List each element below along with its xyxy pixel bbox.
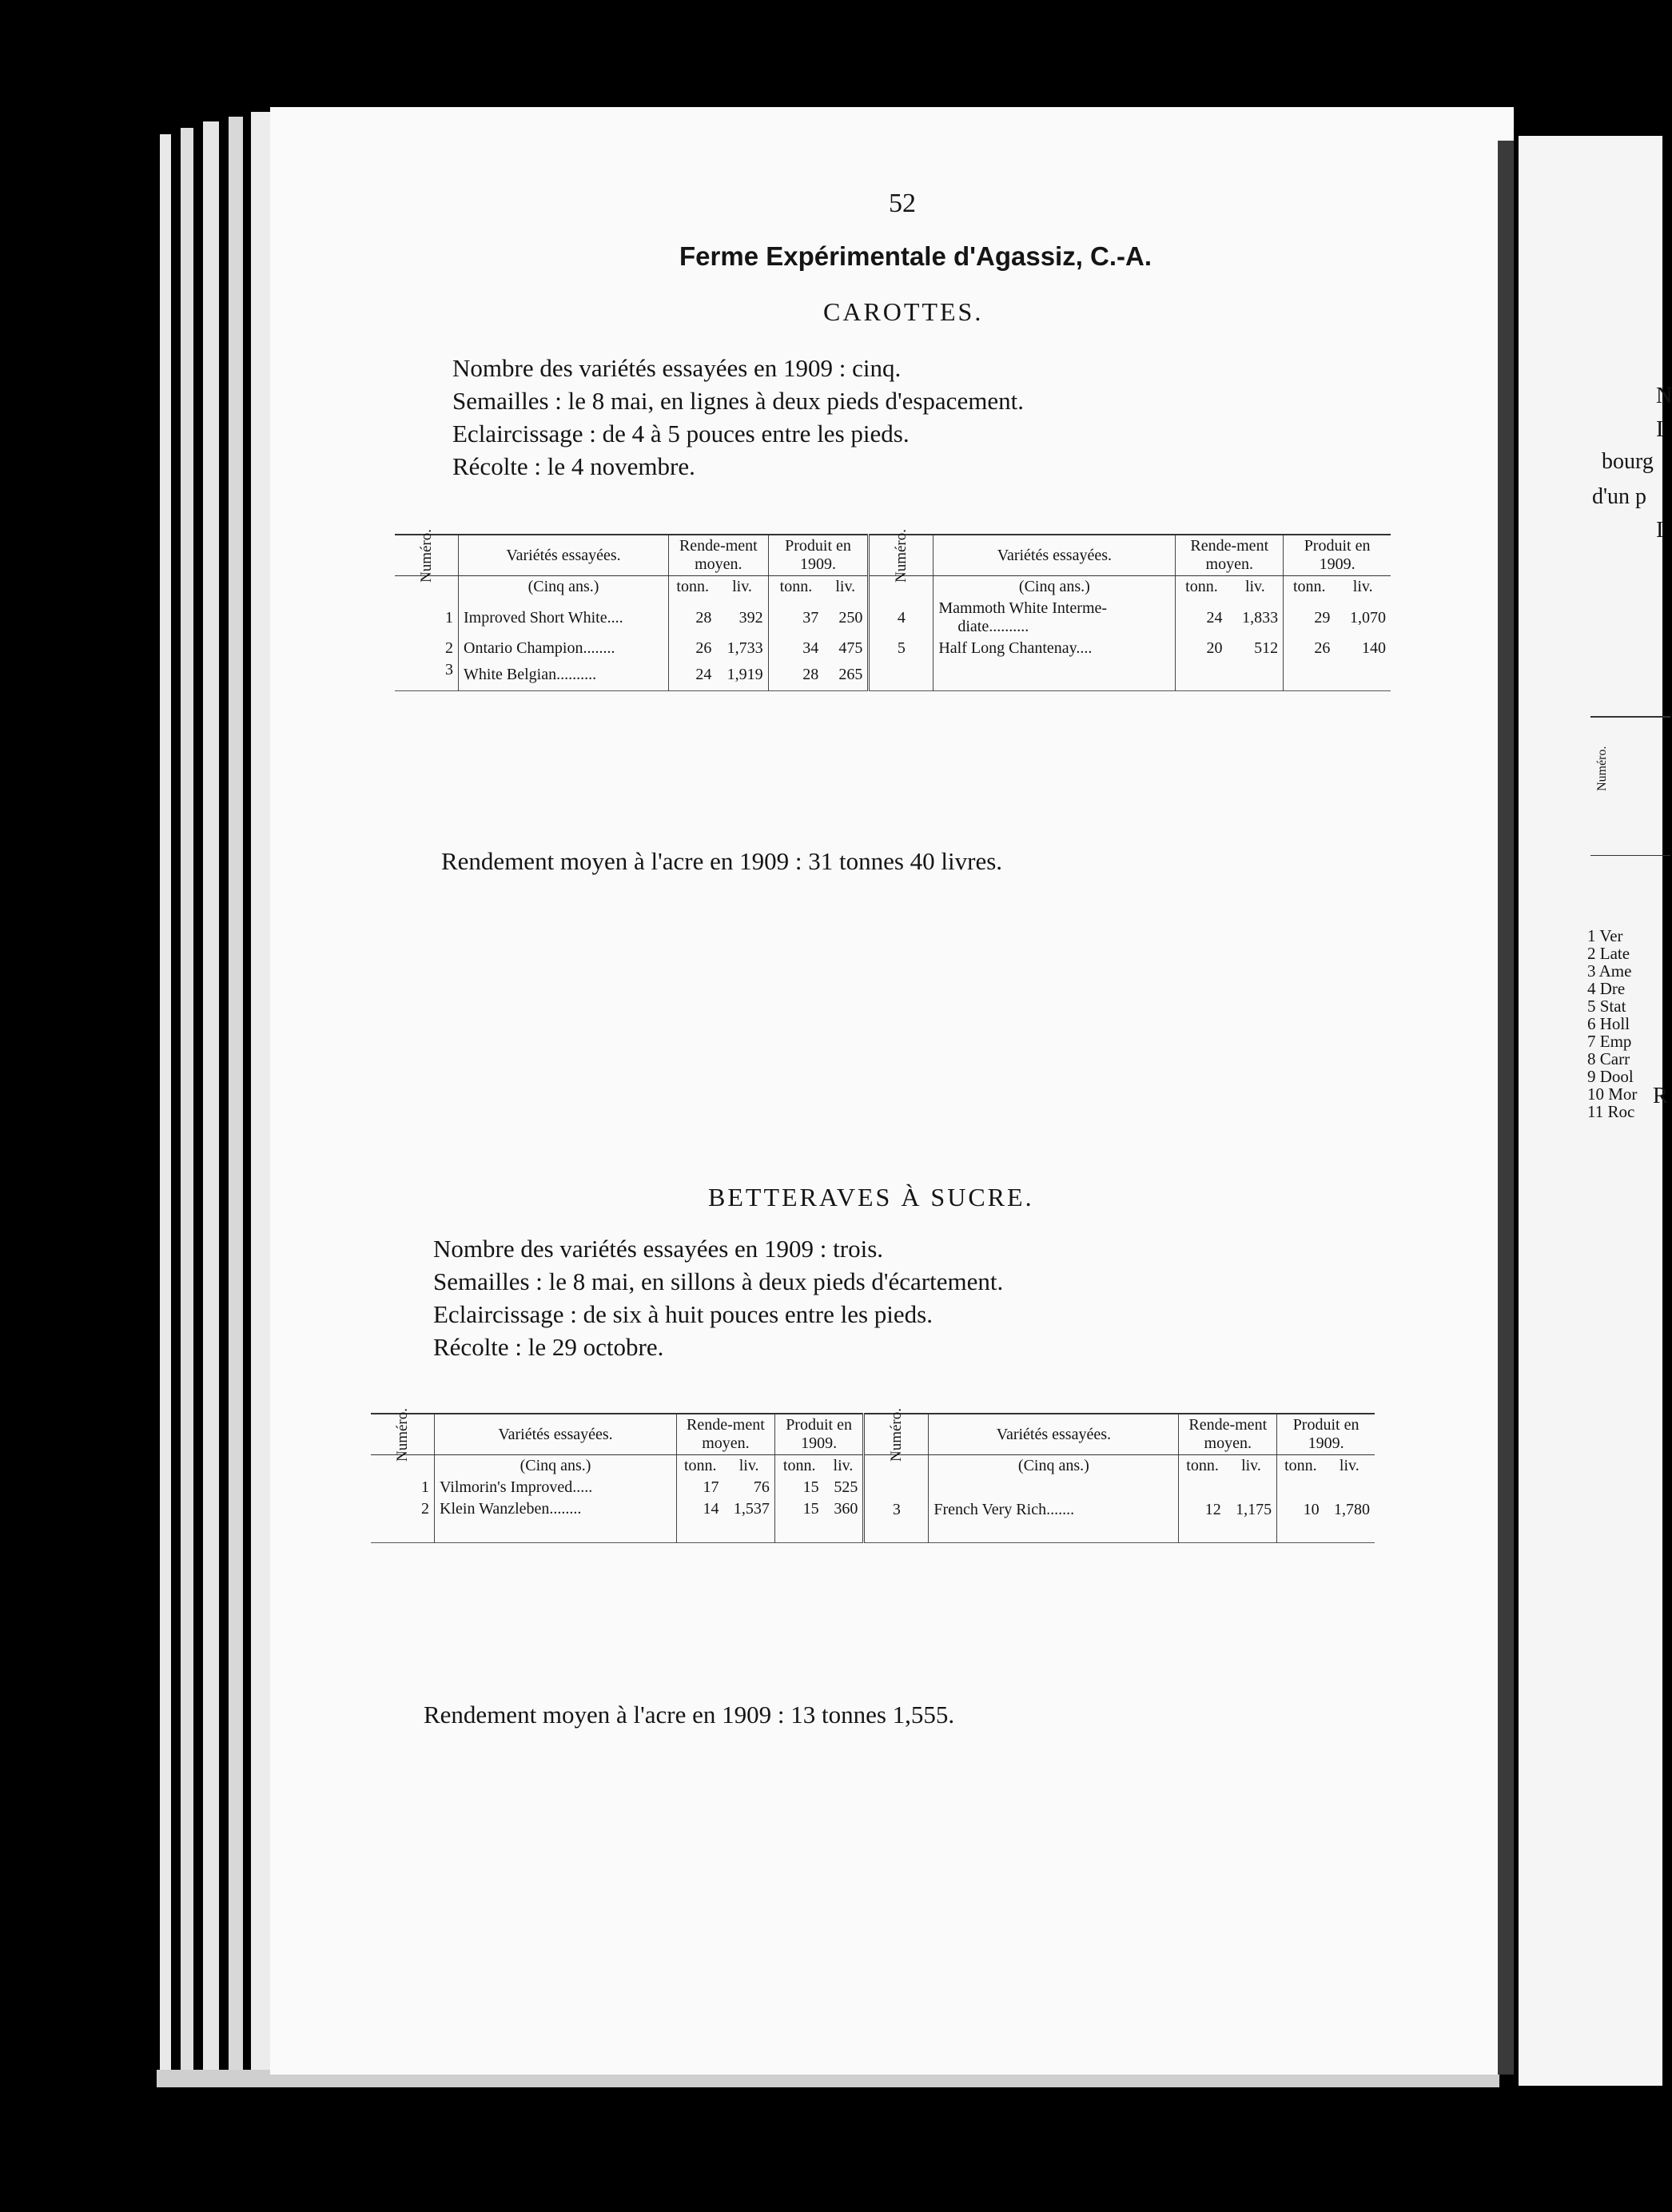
- period-label: (Cinq ans.): [459, 576, 669, 599]
- unit-label: tonn.: [669, 576, 717, 599]
- info-line: Eclaircissage : de 4 à 5 pouces entre les pieds.: [452, 420, 910, 448]
- page-edge: [181, 128, 193, 2081]
- unit-label: tonn.: [677, 1455, 724, 1478]
- unit-label: liv.: [738, 1457, 759, 1474]
- unit-label: liv.: [835, 578, 856, 595]
- number-header: Numéro.: [869, 535, 934, 576]
- table-rule: [1590, 716, 1670, 718]
- variety-header: Variétés essayées.: [929, 1414, 1179, 1455]
- page-edge: [229, 117, 243, 2083]
- right-page-fragment: N: [1656, 384, 1672, 408]
- section-heading-beets: BETTERAVES À SUCRE.: [708, 1183, 1034, 1211]
- right-page-fragment: d'un p: [1592, 484, 1647, 509]
- table-row: 2 Klein Wanzleben........ 14 1,537 15 360: [371, 1498, 1375, 1543]
- unit-label: tonn.: [774, 1455, 823, 1478]
- info-line: Nombre des variétés essayées en 1909 : cinq.: [452, 354, 902, 382]
- info-line: Semailles : le 8 mai, en lignes à deux pieds d'espacement.: [452, 387, 1024, 415]
- unit-label: tonn.: [768, 576, 823, 599]
- variety-header: Variétés essayées.: [934, 535, 1176, 576]
- beets-info: [433, 1232, 1003, 1363]
- product-header: Produit en 1909.: [768, 535, 869, 576]
- page-edge: [203, 121, 219, 2081]
- page-edge: [251, 112, 272, 2083]
- table-row: 3 White Belgian.......... 24 1,919 28 265: [395, 659, 1391, 691]
- table-rule: [1590, 855, 1670, 856]
- number-header: Numéro.: [1595, 746, 1609, 791]
- unit-label: tonn.: [1277, 1455, 1324, 1478]
- carrots-table: [395, 528, 1391, 691]
- product-header: Produit en 1909.: [1284, 535, 1391, 576]
- carrots-info: [452, 352, 1024, 483]
- variety-header: Variétés essayées.: [459, 535, 669, 576]
- list-item: 3 Ame: [1587, 961, 1632, 981]
- beets-table: [371, 1407, 1375, 1543]
- book-gutter: [1498, 141, 1514, 2075]
- yield-header: Rende-ment moyen.: [1176, 535, 1284, 576]
- list-item: 2 Late: [1587, 944, 1630, 963]
- page-number: 52: [889, 189, 916, 218]
- list-item: 1 Ver: [1587, 926, 1623, 945]
- right-page-fragment: R: [1653, 1084, 1668, 1108]
- unit-label: liv.: [732, 578, 752, 595]
- carrots-result: Rendement moyen à l'acre en 1909 : 31 tonnes 40 livres.: [441, 847, 1003, 875]
- info-line: Semailles : le 8 mai, en sillons à deux pieds d'écartement.: [433, 1267, 1004, 1295]
- list-item: 6 Holl: [1587, 1014, 1630, 1033]
- number-header: Numéro.: [395, 535, 459, 576]
- unit-label: liv.: [1241, 1457, 1261, 1474]
- info-line: Nombre des variétés essayées en 1909 : trois.: [433, 1235, 884, 1263]
- section-heading-carrots: CAROTTES.: [823, 297, 984, 326]
- info-line: Récolte : le 4 novembre.: [452, 452, 695, 480]
- unit-label: liv.: [1339, 1457, 1359, 1474]
- period-label: (Cinq ans.): [934, 576, 1176, 599]
- table-row: 1 Vilmorin's Improved..... 17 76 15 525 3 French Very Rich....... 12 1,175 10 1,780: [371, 1477, 1375, 1498]
- table-row: 1 Improved Short White.... 28 392 37 250 4 Mammoth White Interme- diate.......... 24 1,833 29 1,070: [395, 598, 1391, 638]
- list-item: 9 Dool: [1587, 1067, 1634, 1086]
- yield-header: Rende-ment moyen.: [669, 535, 769, 576]
- unit-label: liv.: [1352, 578, 1373, 595]
- farm-title: Ferme Expérimentale d'Agassiz, C.-A.: [679, 241, 1152, 271]
- variety-header: Variétés essayées.: [435, 1414, 677, 1455]
- unit-label: liv.: [1244, 578, 1265, 595]
- right-page: [1519, 136, 1672, 2086]
- right-page-list: [1587, 927, 1637, 1120]
- list-item: 4 Dre: [1587, 979, 1626, 998]
- product-header: Produit en 1909.: [1277, 1414, 1375, 1455]
- product-header: Produit en 1909.: [774, 1414, 864, 1455]
- unit-label: tonn.: [1176, 576, 1228, 599]
- unit-label: tonn.: [1179, 1455, 1226, 1478]
- number-header: Numéro.: [864, 1414, 929, 1455]
- right-page-fragment: bourg: [1602, 449, 1654, 474]
- period-label: (Cinq ans.): [929, 1455, 1179, 1478]
- yield-header: Rende-ment moyen.: [677, 1414, 775, 1455]
- beets-result: Rendement moyen à l'acre en 1909 : 13 tonnes 1,555.: [424, 1701, 955, 1729]
- unit-label: liv.: [833, 1457, 854, 1474]
- list-item: 8 Carr: [1587, 1049, 1630, 1068]
- list-item: 5 Stat: [1587, 997, 1626, 1016]
- unit-label: tonn.: [1284, 576, 1336, 599]
- right-page-fragment: I: [1656, 417, 1664, 442]
- info-line: Eclaircissage : de six à huit pouces entre les pieds.: [433, 1300, 933, 1328]
- list-item: 7 Emp: [1587, 1032, 1632, 1051]
- page-edge: [160, 134, 171, 2081]
- yield-header: Rende-ment moyen.: [1179, 1414, 1277, 1455]
- list-item: 11 Roc: [1587, 1102, 1635, 1121]
- table-row: 2 Ontario Champion........ 26 1,733 34 475 5 Half Long Chantenay.... 20 512 26 140: [395, 638, 1391, 659]
- number-header: Numéro.: [371, 1414, 435, 1455]
- list-item: 10 Mor: [1587, 1084, 1638, 1104]
- info-line: Récolte : le 29 octobre.: [433, 1333, 664, 1361]
- period-label: (Cinq ans.): [435, 1455, 677, 1478]
- right-page-fragment: I: [1656, 518, 1664, 543]
